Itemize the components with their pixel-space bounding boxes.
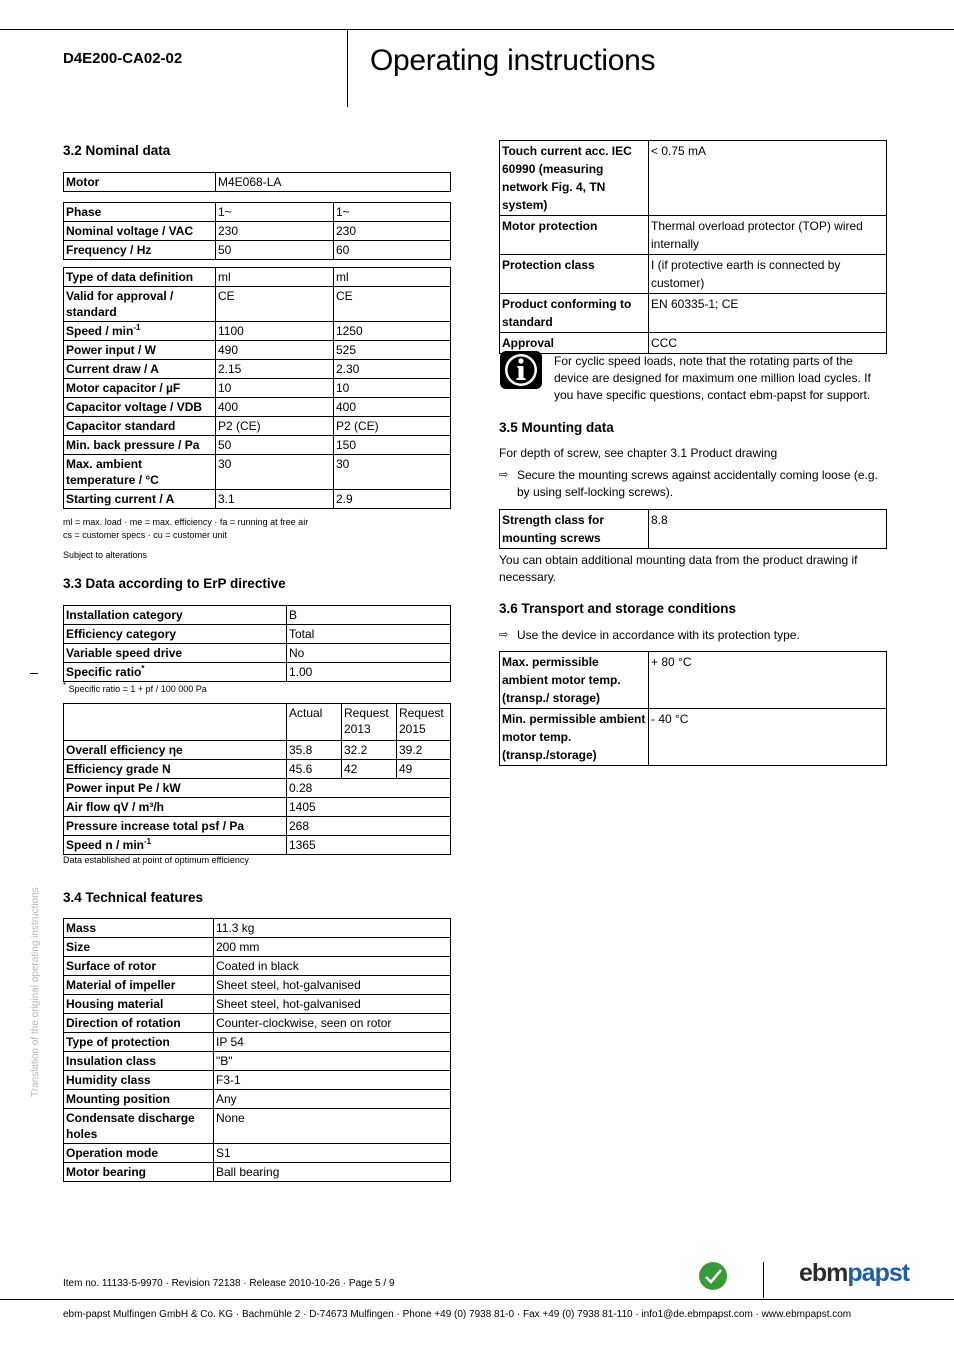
erp-category-table xyxy=(63,605,451,682)
table-row: Motor bearing Ball bearing xyxy=(64,1163,451,1182)
footer-divider xyxy=(763,1262,764,1298)
screw-depth-text: For depth of screw, see chapter 3.1 Product drawing xyxy=(499,446,778,460)
table-row: Variable speed drive No xyxy=(64,644,451,663)
table-row: Type of protection IP 54 xyxy=(64,1033,451,1052)
bullet-item: ⇨ Secure the mounting screws against accidentally coming loose (e.g. by using self-locking screws). xyxy=(499,468,878,499)
technical-features-table xyxy=(63,918,451,1182)
table-row: Housing material Sheet steel, hot-galvanised xyxy=(64,995,451,1014)
table-row: Pressure increase total psf / Pa 268 xyxy=(64,817,451,836)
arrow-icon: ⇨ xyxy=(499,629,509,641)
info-icon xyxy=(499,350,543,393)
table-row: Efficiency category Total xyxy=(64,625,451,644)
table-row: Size 200 mm xyxy=(64,938,451,957)
table-row: Capacitor standard P2 (CE) P2 (CE) xyxy=(64,417,451,436)
table-row: Strength class for mounting screws 8.8 xyxy=(500,510,887,549)
table-row: Installation category B xyxy=(64,606,451,625)
item-info: Item no. 11133-5-9970 · Revision 72138 · Release 2010-10-26 · Page 5 / 9 xyxy=(63,1278,395,1289)
table-row: Approval CCC xyxy=(500,333,887,354)
table-row: Min. permissible ambient motor temp. (transp./storage) - 40 °C xyxy=(500,709,887,766)
product-code: D4E200-CA02-02 xyxy=(63,50,183,67)
ebmpapst-logo: ebmpapst xyxy=(799,1259,910,1287)
table-row: Mounting position Any xyxy=(64,1090,451,1109)
table-row: Protection class I (if protective earth is connected by customer) xyxy=(500,255,887,294)
company-info: ebm-papst Mulfingen GmbH & Co. KG · Bachmühle 2 · D-74673 Mulfingen · Phone +49 (0) 7938 81-0 · Fax +49 (0) 7938 81-110 · info1@de.ebmpapst.com · www.ebmpapst.com xyxy=(63,1309,852,1320)
table-row: Valid for approval / standard CE CE xyxy=(64,287,451,322)
info-text: For cyclic speed loads, note that the rotating parts of the device are designed for maximum one million load cycles. If you have specific questions, contact ebm-papst for support. xyxy=(554,354,871,402)
table-row: Phase 1~ 1~ xyxy=(64,203,451,222)
table-row: Insulation class "B" xyxy=(64,1052,451,1071)
motor-table xyxy=(63,172,451,192)
table-row: Overall efficiency ηe 35.8 32.2 39.2 xyxy=(64,741,451,760)
alterations-note: Subject to alterations xyxy=(63,550,148,560)
table-row: Air flow qV / m³/h 1405 xyxy=(64,798,451,817)
table-row: Motor protection Thermal overload protector (TOP) wired internally xyxy=(500,216,887,255)
ratio-note: * Specific ratio = 1 + pf / 100 000 Pa xyxy=(63,681,207,694)
footer-rule xyxy=(0,1299,954,1300)
table-row: Humidity class F3-1 xyxy=(64,1071,451,1090)
section-heading-erp: 3.3 Data according to ErP directive xyxy=(63,576,286,591)
table-row: Capacitor voltage / VDB 400 400 xyxy=(64,398,451,417)
green-tech-badge xyxy=(698,1261,728,1294)
side-note: Translation of the original operating instructions xyxy=(30,887,41,1097)
table-row: Current draw / A 2.15 2.30 xyxy=(64,360,451,379)
table-row: Surface of rotor Coated in black xyxy=(64,957,451,976)
abbrev-note-1: ml = max. load · me = max. efficiency · fa = running at free air xyxy=(63,517,309,527)
section-heading-transport: 3.6 Transport and storage conditions xyxy=(499,601,737,616)
table-row: Power input / W 490 525 xyxy=(64,341,451,360)
section-heading-technical: 3.4 Technical features xyxy=(63,890,204,905)
table-row: Motor capacitor / µF 10 10 xyxy=(64,379,451,398)
table-row: Specific ratio* 1.00 xyxy=(64,663,451,682)
table-row: Min. back pressure / Pa 50 150 xyxy=(64,436,451,455)
table-row: Frequency / Hz 50 60 xyxy=(64,241,451,260)
transport-table xyxy=(499,651,887,766)
table-row: Speed / $\min^{-1}$ 1100 1250 xyxy=(64,322,451,341)
table-row: Direction of rotation Counter-clockwise, seen on rotor xyxy=(64,1014,451,1033)
table-row: Max. permissible ambient motor temp. (transp./ storage) + 80 °C xyxy=(500,652,887,709)
bullet-item: ⇨ Use the device in accordance with its protection type. xyxy=(499,628,800,642)
section-heading-nominal-data: 3.2 Nominal data xyxy=(63,143,171,158)
table-row: Material of impeller Sheet steel, hot-galvanised xyxy=(64,976,451,995)
table-row: Mass 11.3 kg xyxy=(64,919,451,938)
table-row: Operation mode S1 xyxy=(64,1144,451,1163)
page-title: Operating instructions xyxy=(370,44,656,77)
efficiency-table xyxy=(63,703,451,855)
table-row: Condensate discharge holes None xyxy=(64,1109,451,1144)
abbrev-note-2: cs = customer specs · cu = customer unit xyxy=(63,530,228,540)
margin-mark xyxy=(30,673,38,674)
table-row: Max. ambient temperature / °C 30 30 xyxy=(64,455,451,490)
table-row: Motor M4E068-LA xyxy=(64,173,451,192)
table-row: Power input Pe / kW 0.28 xyxy=(64,779,451,798)
electrical-table xyxy=(63,202,451,260)
mounting-table xyxy=(499,509,887,549)
table-row: Nominal voltage / VAC 230 230 xyxy=(64,222,451,241)
table-row: Efficiency grade N 45.6 42 49 xyxy=(64,760,451,779)
efficiency-note: Data established at point of optimum efficiency xyxy=(63,855,249,865)
table-row: Speed n / $\min^{-1}$ 1365 xyxy=(64,836,451,855)
nominal-data-table xyxy=(63,267,451,509)
top-rule xyxy=(0,29,954,30)
table-row: Product conforming to standard EN 60335-1; CE xyxy=(500,294,887,333)
table-row: Touch current acc. IEC 60990 (measuring network Fig. 4, TN system) < 0.75 mA xyxy=(500,141,887,216)
table-row: Actual Request 2013 Request 2015 xyxy=(64,704,451,741)
arrow-icon: ⇨ xyxy=(499,469,509,481)
protection-table xyxy=(499,140,887,354)
table-row: Starting current / A 3.1 2.9 xyxy=(64,490,451,509)
mounting-extra-text: You can obtain additional mounting data from the product drawing if necessary. xyxy=(499,553,858,584)
section-heading-mounting: 3.5 Mounting data xyxy=(499,420,614,435)
table-row: Type of data definition ml ml xyxy=(64,268,451,287)
header-divider xyxy=(347,29,348,107)
